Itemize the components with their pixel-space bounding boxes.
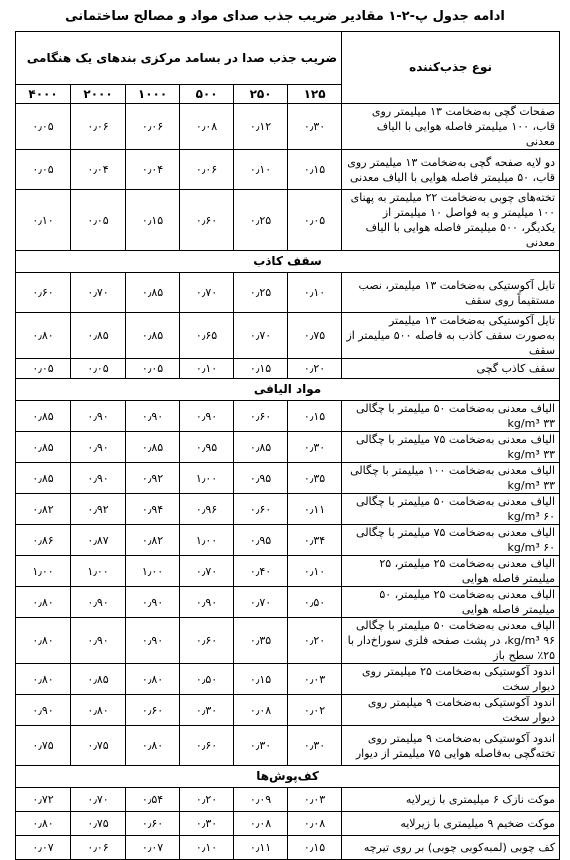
- coefficient-value: ۰٫۷۰: [71, 273, 126, 313]
- coefficient-value: ۰٫۱۰: [180, 359, 234, 379]
- material-name: الیاف معدنی به‌ضخامت ۲۵ میلیمتر، ۵۰ میلیمتر فاصله هوایی: [342, 587, 560, 618]
- coefficient-value: ۰٫۰۴: [71, 150, 126, 190]
- coefficient-value: ۰٫۰۶: [71, 836, 126, 860]
- material-name: الیاف معدنی به‌ضخامت ۷۵ میلیمتر با چگالی ۶۰ kg/m³: [342, 525, 560, 556]
- coefficient-value: ۰٫۶۵: [180, 313, 234, 359]
- table-row: [16, 313, 560, 359]
- header-row: [16, 32, 560, 85]
- section-heading: سقف کاذب: [16, 251, 560, 273]
- frequency-header: ۱۰۰۰: [126, 85, 180, 104]
- table-row: [16, 104, 560, 150]
- coefficient-value: ۱٫۰۰: [71, 556, 126, 587]
- table-row: [16, 836, 560, 860]
- coefficient-value: ۰٫۰۵: [71, 359, 126, 379]
- coefficient-value: ۰٫۱۱: [288, 494, 342, 525]
- material-name: الیاف معدنی به‌ضخامت ۵۰ میلیمتر با چگالی ۹۶ kg/m³، در پشت صفحه فلزی سوراخ‌دار با ۲۵٪ سطح باز: [342, 618, 560, 664]
- coefficient-value: ۰٫۹۵: [234, 525, 288, 556]
- coefficient-value: ۰٫۷۵: [71, 812, 126, 836]
- table-row: [16, 812, 560, 836]
- coefficient-value: ۰٫۸۲: [16, 494, 71, 525]
- coefficient-value: ۰٫۰۵: [16, 150, 71, 190]
- frequency-header: ۲۵۰: [234, 85, 288, 104]
- section-row: [16, 766, 560, 788]
- coefficient-value: ۰٫۹۰: [180, 587, 234, 618]
- coefficient-value: ۰٫۵۴: [126, 788, 180, 812]
- material-name: موکت نازک ۶ میلیمتری با زیرلایه: [342, 788, 560, 812]
- material-name: تایل آکوستیکی به‌ضخامت ۱۳ میلیمتر، نصب مستقیماً روی سقف: [342, 273, 560, 313]
- coefficient-value: ۰٫۰۶: [126, 104, 180, 150]
- section-heading: مواد الیافی: [16, 379, 560, 401]
- coefficient-value: ۰٫۸۵: [71, 664, 126, 695]
- table-row: [16, 556, 560, 587]
- coefficient-value: ۰٫۶۰: [180, 726, 234, 766]
- coefficient-value: ۰٫۱۵: [126, 190, 180, 251]
- coefficient-value: ۰٫۷۰: [71, 788, 126, 812]
- coefficient-value: ۰٫۸۵: [16, 432, 71, 463]
- coefficient-value: ۰٫۸۶: [16, 525, 71, 556]
- coefficient-value: ۰٫۶۰: [126, 812, 180, 836]
- table-row: [16, 401, 560, 432]
- material-name: موکت ضخیم ۹ میلیمتری با زیرلایه: [342, 812, 560, 836]
- coefficient-value: ۰٫۳۰: [180, 695, 234, 726]
- coefficient-value: ۰٫۰۸: [288, 812, 342, 836]
- coefficient-value: ۰٫۸۰: [16, 587, 71, 618]
- coefficient-value: ۰٫۱۰: [288, 556, 342, 587]
- table-row: [16, 150, 560, 190]
- coefficient-value: ۰٫۹۰: [71, 401, 126, 432]
- coefficient-value: ۰٫۹۲: [71, 494, 126, 525]
- coefficient-value: ۰٫۹۰: [71, 587, 126, 618]
- coefficient-value: ۰٫۹۰: [71, 618, 126, 664]
- material-name: کف چوبی (لمبه‌کوبی چوبی) بر روی تیرچه: [342, 836, 560, 860]
- coefficient-value: ۰٫۶۰: [16, 273, 71, 313]
- coefficient-value: ۰٫۲۰: [288, 618, 342, 664]
- coefficient-value: ۰٫۹۰: [126, 587, 180, 618]
- frequency-header: ۵۰۰: [180, 85, 234, 104]
- coefficient-value: ۱٫۰۰: [126, 556, 180, 587]
- material-name: صفحات گچی به‌ضخامت ۱۳ میلیمتر روی قاب، ۱۰۰ میلیمتر فاصله هوایی با الیاف معدنی: [342, 104, 560, 150]
- coefficient-value: ۰٫۵۰: [288, 587, 342, 618]
- coefficient-value: ۰٫۰۳: [288, 664, 342, 695]
- material-name: اندود آکوستیکی به‌ضخامت ۹ میلیمتر روی دیوار سخت: [342, 695, 560, 726]
- table-row: [16, 359, 560, 379]
- coefficient-value: ۰٫۷۲: [16, 788, 71, 812]
- coefficient-value: ۰٫۰۷: [16, 836, 71, 860]
- coefficient-value: ۰٫۱۵: [234, 664, 288, 695]
- coefficient-value: ۰٫۰۸: [234, 695, 288, 726]
- table-title: ادامه جدول پ-۲-۱ مقادیر ضریب جذب صدای مواد و مصالح ساختمانی: [65, 9, 505, 24]
- coefficient-value: ۰٫۰۴: [126, 150, 180, 190]
- table-row: [16, 494, 560, 525]
- coefficient-value: ۰٫۵۰: [180, 664, 234, 695]
- coefficient-value: ۰٫۸۵: [126, 432, 180, 463]
- coefficient-value: ۰٫۹۰: [126, 618, 180, 664]
- coefficient-value: ۰٫۸۵: [71, 313, 126, 359]
- coefficient-value: ۰٫۶۰: [180, 618, 234, 664]
- material-name: تایل آکوستیکی به‌ضخامت ۱۳ میلیمتر به‌صورت سقف کاذب به فاصله ۵۰۰ میلیمتر از سقف: [342, 313, 560, 359]
- coefficient-value: ۰٫۸۰: [16, 664, 71, 695]
- coefficient-value: ۰٫۹۰: [126, 401, 180, 432]
- coefficient-value: ۰٫۱۵: [288, 836, 342, 860]
- coefficient-value: ۰٫۹۵: [180, 432, 234, 463]
- coefficient-value: ۰٫۸۰: [16, 313, 71, 359]
- absorption-table: [15, 31, 560, 860]
- material-name: اندود آکوستیکی به‌ضخامت ۲۵ میلیمتر روی دیوار سخت: [342, 664, 560, 695]
- header-coefficient: ضریب جذب صدا در بسامد مرکزی بندهای یک هنگامی: [16, 32, 342, 85]
- coefficient-value: ۰٫۰۵: [16, 104, 71, 150]
- coefficient-value: ۰٫۳۰: [288, 726, 342, 766]
- material-name: دو لایه صفحه گچی به‌ضخامت ۱۳ میلیمتر روی قاب، ۵۰ میلیمتر فاصله هوایی با الیاف معدنی: [342, 150, 560, 190]
- table-row: [16, 695, 560, 726]
- coefficient-value: ۰٫۸۰: [126, 664, 180, 695]
- coefficient-value: ۰٫۶۰: [234, 401, 288, 432]
- coefficient-value: ۰٫۸۰: [71, 695, 126, 726]
- coefficient-value: ۰٫۸۵: [126, 273, 180, 313]
- coefficient-value: ۰٫۹۰: [71, 463, 126, 494]
- material-name: الیاف معدنی به‌ضخامت ۵۰ میلیمتر با چگالی ۳۳ kg/m³: [342, 401, 560, 432]
- coefficient-value: ۰٫۱۰: [180, 836, 234, 860]
- coefficient-value: ۰٫۰۶: [180, 150, 234, 190]
- coefficient-value: ۰٫۱۰: [234, 150, 288, 190]
- coefficient-value: ۰٫۲۵: [234, 273, 288, 313]
- table-row: [16, 463, 560, 494]
- coefficient-value: ۰٫۰۵: [16, 359, 71, 379]
- coefficient-value: ۰٫۷۰: [234, 587, 288, 618]
- table-row: [16, 788, 560, 812]
- coefficient-value: ۰٫۱۵: [288, 401, 342, 432]
- coefficient-value: ۱٫۰۰: [180, 463, 234, 494]
- table-row: [16, 726, 560, 766]
- coefficient-value: ۰٫۷۵: [71, 726, 126, 766]
- coefficient-value: ۰٫۰۳: [288, 788, 342, 812]
- coefficient-value: ۰٫۳۵: [288, 463, 342, 494]
- coefficient-value: ۰٫۰۵: [71, 190, 126, 251]
- coefficient-value: ۰٫۱۵: [234, 359, 288, 379]
- section-heading: کف‌پوش‌ها: [16, 766, 560, 788]
- coefficient-value: ۰٫۰۸: [180, 104, 234, 150]
- material-name: اندود آکوستیکی به‌ضخامت ۹ میلیمتر روی تخته‌گچی به‌فاصله هوایی ۷۵ میلیمتر از دیوار: [342, 726, 560, 766]
- coefficient-value: ۰٫۸۵: [16, 401, 71, 432]
- coefficient-value: ۰٫۸۵: [16, 463, 71, 494]
- coefficient-value: ۰٫۲۵: [234, 190, 288, 251]
- coefficient-value: ۰٫۲۰: [180, 788, 234, 812]
- coefficient-value: ۰٫۰۶: [71, 104, 126, 150]
- table-row: [16, 432, 560, 463]
- coefficient-value: ۰٫۷۵: [288, 313, 342, 359]
- header-material: نوع جذب‌کننده: [342, 32, 560, 104]
- table-row: [16, 190, 560, 251]
- frequency-header: ۲۰۰۰: [71, 85, 126, 104]
- coefficient-value: ۰٫۹۰: [180, 401, 234, 432]
- coefficient-value: ۰٫۸۰: [126, 726, 180, 766]
- section-row: [16, 379, 560, 401]
- coefficient-value: ۰٫۱۱: [234, 836, 288, 860]
- coefficient-value: ۰٫۶۰: [234, 494, 288, 525]
- coefficient-value: ۱٫۰۰: [16, 556, 71, 587]
- coefficient-value: ۰٫۳۰: [234, 726, 288, 766]
- coefficient-value: ۰٫۹۶: [180, 494, 234, 525]
- material-name: الیاف معدنی به‌ضخامت ۲۵ میلیمتر، ۲۵ میلیمتر فاصله هوایی: [342, 556, 560, 587]
- coefficient-value: ۰٫۳۰: [288, 104, 342, 150]
- coefficient-value: ۰٫۰۵: [126, 359, 180, 379]
- material-name: الیاف معدنی به‌ضخامت ۷۵ میلیمتر با چگالی ۳۳ kg/m³: [342, 432, 560, 463]
- table-row: [16, 618, 560, 664]
- coefficient-value: ۰٫۴۰: [234, 556, 288, 587]
- coefficient-value: ۰٫۰۵: [288, 190, 342, 251]
- coefficient-value: ۰٫۸۵: [126, 313, 180, 359]
- table-body: [16, 104, 560, 860]
- coefficient-value: ۰٫۰۷: [126, 836, 180, 860]
- frequency-header: ۴۰۰۰: [16, 85, 71, 104]
- coefficient-value: ۰٫۷۵: [16, 726, 71, 766]
- coefficient-value: ۰٫۱۲: [234, 104, 288, 150]
- coefficient-value: ۰٫۷۰: [180, 556, 234, 587]
- coefficient-value: ۰٫۱۰: [16, 190, 71, 251]
- coefficient-value: ۰٫۳۴: [288, 525, 342, 556]
- material-name: سقف کاذب گچی: [342, 359, 560, 379]
- coefficient-value: ۰٫۰۸: [234, 812, 288, 836]
- coefficient-value: ۰٫۸۰: [16, 812, 71, 836]
- coefficient-value: ۰٫۸۰: [16, 618, 71, 664]
- material-name: الیاف معدنی به‌ضخامت ۵۰ میلیمتر با چگالی ۶۰ kg/m³: [342, 494, 560, 525]
- section-row: [16, 251, 560, 273]
- table-row: [16, 525, 560, 556]
- coefficient-value: ۰٫۰۹: [234, 788, 288, 812]
- coefficient-value: ۰٫۳۰: [180, 812, 234, 836]
- coefficient-value: ۰٫۹۵: [234, 463, 288, 494]
- table-row: [16, 273, 560, 313]
- coefficient-value: ۰٫۹۴: [126, 494, 180, 525]
- coefficient-value: ۰٫۹۰: [71, 432, 126, 463]
- coefficient-value: ۰٫۰۲: [288, 695, 342, 726]
- coefficient-value: ۱٫۰۰: [180, 525, 234, 556]
- coefficient-value: ۰٫۶۰: [126, 695, 180, 726]
- coefficient-value: ۰٫۹۲: [126, 463, 180, 494]
- coefficient-value: ۰٫۷۰: [234, 313, 288, 359]
- coefficient-value: ۰٫۸۷: [71, 525, 126, 556]
- coefficient-value: ۰٫۱۰: [288, 273, 342, 313]
- coefficient-value: ۰٫۸۲: [126, 525, 180, 556]
- coefficient-value: ۰٫۶۰: [180, 190, 234, 251]
- material-name: الیاف معدنی به‌ضخامت ۱۰۰ میلیمتر با چگالی ۳۳ kg/m³: [342, 463, 560, 494]
- coefficient-value: ۰٫۳۵: [234, 618, 288, 664]
- table-row: [16, 587, 560, 618]
- table-row: [16, 664, 560, 695]
- coefficient-value: ۰٫۹۰: [16, 695, 71, 726]
- coefficient-value: ۰٫۲۰: [288, 359, 342, 379]
- coefficient-value: ۰٫۷۰: [180, 273, 234, 313]
- coefficient-value: ۰٫۱۵: [288, 150, 342, 190]
- coefficient-value: ۰٫۸۵: [234, 432, 288, 463]
- frequency-header: ۱۲۵: [288, 85, 342, 104]
- material-name: تخته‌های چوبی به‌ضخامت ۲۲ میلیمتر به پهنای ۱۰۰ میلیمتر و به فواصل ۱۰ میلیمتر از یکدیگر، ۵۰۰ میلیمتر فاصله هوایی با الیاف معدنی: [342, 190, 560, 251]
- coefficient-value: ۰٫۳۰: [288, 432, 342, 463]
